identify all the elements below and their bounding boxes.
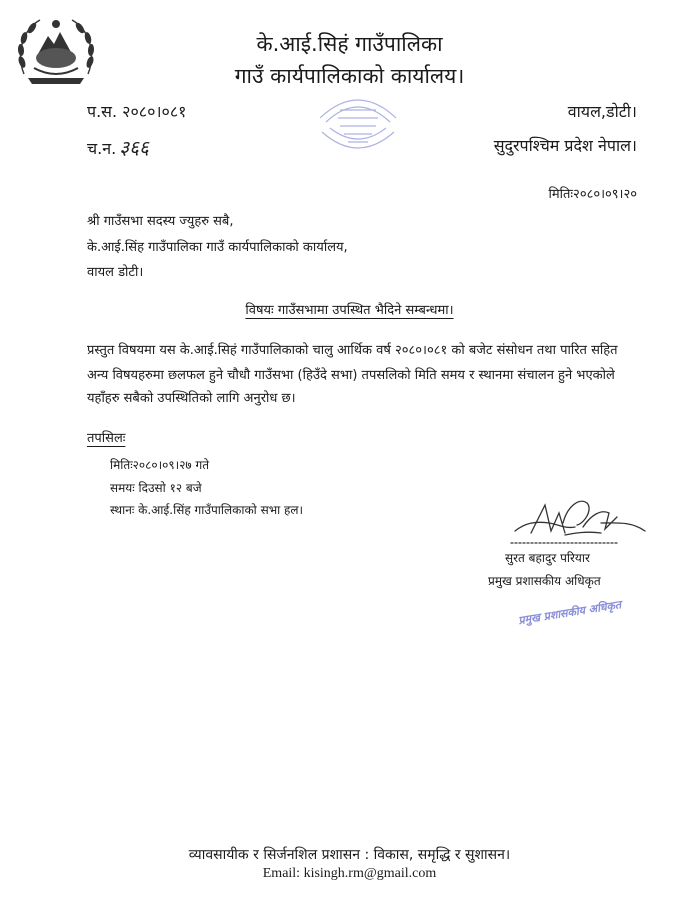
recipient-line1: श्री गाउँसभा सदस्य ज्युहरु सबै, <box>87 214 234 229</box>
footer-motto: व्यावसायीक र सिर्जनशिल प्रशासन : विकास, समृद्धि र सुशासन। <box>188 847 511 863</box>
dispatch-number <box>87 134 149 160</box>
body-line1: प्रस्तुत विषयमा यस के.आई.सिहं गाउँपालिकाको चालु आर्थिक वर्ष २०८०।०८१ को बजेट संसोधन तथा पारित सहित <box>87 343 618 358</box>
details-heading: तपसिलः <box>87 431 126 446</box>
recipient-line3: वायल डोटी। <box>87 265 144 280</box>
fiscal-year: प.स. २०८०।०८१ <box>87 102 187 121</box>
letter-date: मितिः२०८०।०९।२० <box>548 187 637 202</box>
subject-text: विषयः गाउँसभामा उपस्थित भैदिने सम्बन्धमा। <box>245 303 454 318</box>
details-time: समयः दिउसो १२ बजे <box>110 481 202 495</box>
details-venue: स्थानः के.आई.सिंह गाउँपालिकाको सभा हल। <box>110 503 304 517</box>
recipient-line2: के.आई.सिंह गाउँपालिका गाउँ कार्यपालिकाको कार्यालय, <box>87 240 348 255</box>
body-line3: यहाँहरु सबैको उपस्थितिको लागि अनुरोध छ। <box>87 391 296 406</box>
signatory-name: सुरत बहादुर परियार <box>505 551 590 565</box>
details-date: मितिः२०८०।०९।२७ गते <box>110 458 210 472</box>
letter-subject <box>0 300 699 318</box>
address-line1: वायल,डोटी। <box>567 102 637 121</box>
office-title-line2: गाउँ कार्यपालिकाको कार्यालय। <box>234 64 465 88</box>
designation-stamp-text: प्रमुख प्रशासकीय अधिकृत <box>517 598 623 628</box>
dispatch-prefix: च.न. <box>87 139 117 158</box>
office-title-line1: के.आई.सिहं गाउँपालिका <box>256 32 443 56</box>
signatory-title: प्रमुख प्रशासकीय अधिकृत <box>488 574 601 588</box>
office-seal-stamp-icon <box>300 88 416 160</box>
designation-rubber-stamp <box>517 591 640 649</box>
body-line2: अन्य विषयहरुमा छलफल हुने चौधौ गाउँसभा (हिउँदे सभा) तपसलिको मिति समय र स्थानमा संचालन हुने भएकोले <box>87 368 615 383</box>
footer-email: Email: kisingh.rm@gmail.com <box>262 866 437 881</box>
dispatch-number-handwritten: ३६६ <box>119 137 149 159</box>
handwritten-signature <box>505 493 650 553</box>
address-line2: सुदुरपश्चिम प्रदेश नेपाल। <box>493 136 637 155</box>
